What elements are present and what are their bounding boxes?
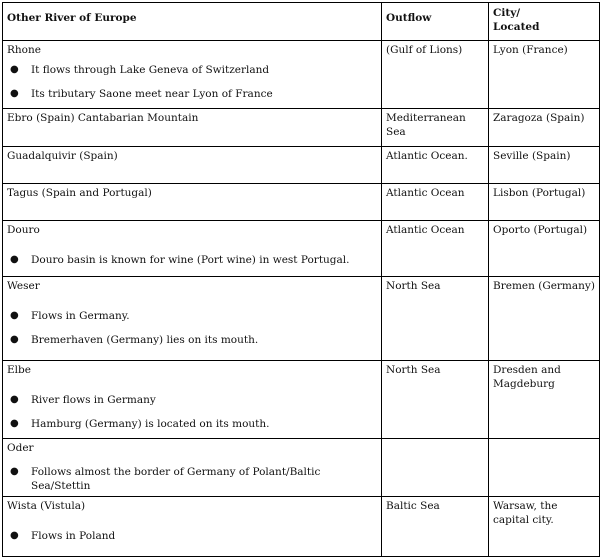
bullet-icon: ●: [10, 530, 19, 541]
outflow-cell: Atlantic Ocean.: [382, 147, 489, 184]
outflow-cell: Atlantic Ocean: [382, 184, 489, 221]
table-row: [3, 439, 600, 497]
header-city-line1: City/: [493, 7, 521, 19]
city-cell: Bremen (Germany): [489, 277, 600, 361]
notes-list: [7, 63, 377, 101]
notes-list: [7, 253, 377, 267]
river-name: Wista (Vistula): [7, 500, 86, 512]
river-cell: [3, 361, 382, 439]
outflow-cell: [382, 439, 489, 497]
table-row: [3, 147, 600, 184]
note-text: Flows in Germany.: [31, 310, 130, 322]
city-cell: Oporto (Portugal): [489, 221, 600, 277]
table-row: [3, 361, 600, 439]
outflow-cell: North Sea: [382, 277, 489, 361]
note-text: Douro basin is known for wine (Port wine) in west Portugal.: [31, 254, 350, 266]
header-river: Other River of Europe: [3, 3, 382, 41]
note-text: Hamburg (Germany) is located on its mouth.: [31, 418, 270, 430]
outflow-cell: (Gulf of Lions): [382, 41, 489, 109]
header-city-line2: Located: [493, 21, 540, 33]
outflow-cell: North Sea: [382, 361, 489, 439]
notes-list: [7, 309, 377, 347]
river-name: Guadalquivir (Spain): [7, 150, 118, 162]
river-name: Tagus (Spain and Portugal): [7, 187, 152, 199]
river-name: Elbe: [7, 364, 31, 376]
bullet-icon: ●: [10, 334, 19, 345]
list-item: [7, 333, 377, 347]
list-item: [7, 253, 377, 267]
table-row: [3, 184, 600, 221]
city-cell: Seville (Spain): [489, 147, 600, 184]
river-cell: [3, 497, 382, 557]
river-name: Douro: [7, 224, 40, 236]
note-text: Flows in Poland: [31, 530, 116, 542]
notes-list: [7, 393, 377, 431]
list-item: [7, 529, 377, 543]
bullet-icon: ●: [10, 466, 19, 477]
table-row: [3, 109, 600, 147]
list-item: [7, 63, 377, 77]
river-cell: [3, 221, 382, 277]
river-name: Oder: [7, 442, 34, 454]
table-row: [3, 497, 600, 557]
note-text: Its tributary Saone meet near Lyon of France: [31, 88, 273, 100]
city-cell: Zaragoza (Spain): [489, 109, 600, 147]
note-text: River flows in Germany: [31, 394, 156, 406]
header-outflow: Outflow: [382, 3, 489, 41]
note-text: It flows through Lake Geneva of Switzerland: [31, 64, 270, 76]
table-row: [3, 41, 600, 109]
list-item: [7, 417, 377, 431]
bullet-icon: ●: [10, 64, 19, 75]
city-cell: [489, 439, 600, 497]
river-cell: [3, 109, 382, 147]
outflow-cell: Mediterranean Sea: [382, 109, 489, 147]
river-name: Weser: [7, 280, 40, 292]
outflow-cell: Atlantic Ocean: [382, 221, 489, 277]
outflow-cell: Baltic Sea: [382, 497, 489, 557]
city-cell: Warsaw, the capital city.: [489, 497, 600, 557]
notes-list: [7, 529, 377, 543]
river-cell: [3, 277, 382, 361]
header-city: [489, 3, 600, 41]
list-item: [7, 87, 377, 101]
river-cell: [3, 147, 382, 184]
note-text: Follows almost the border of Germany of Polant/Baltic Sea/Stettin: [31, 466, 321, 492]
list-item: [7, 309, 377, 323]
river-cell: [3, 184, 382, 221]
table-header-row: [3, 3, 600, 41]
table-row: [3, 277, 600, 361]
rivers-table: [2, 2, 600, 557]
river-name: Rhone: [7, 44, 41, 56]
notes-list: [7, 465, 377, 493]
list-item: [7, 393, 377, 407]
river-cell: [3, 439, 382, 497]
bullet-icon: ●: [10, 310, 19, 321]
bullet-icon: ●: [10, 88, 19, 99]
bullet-icon: ●: [10, 394, 19, 405]
city-cell: Lisbon (Portugal): [489, 184, 600, 221]
city-cell: Lyon (France): [489, 41, 600, 109]
river-name: Ebro (Spain) Cantabarian Mountain: [7, 112, 199, 124]
river-cell: [3, 41, 382, 109]
bullet-icon: ●: [10, 254, 19, 265]
bullet-icon: ●: [10, 418, 19, 429]
table-row: [3, 221, 600, 277]
list-item: [7, 465, 377, 493]
note-text: Bremerhaven (Germany) lies on its mouth.: [31, 334, 259, 346]
city-cell: Dresden and Magdeburg: [489, 361, 600, 439]
